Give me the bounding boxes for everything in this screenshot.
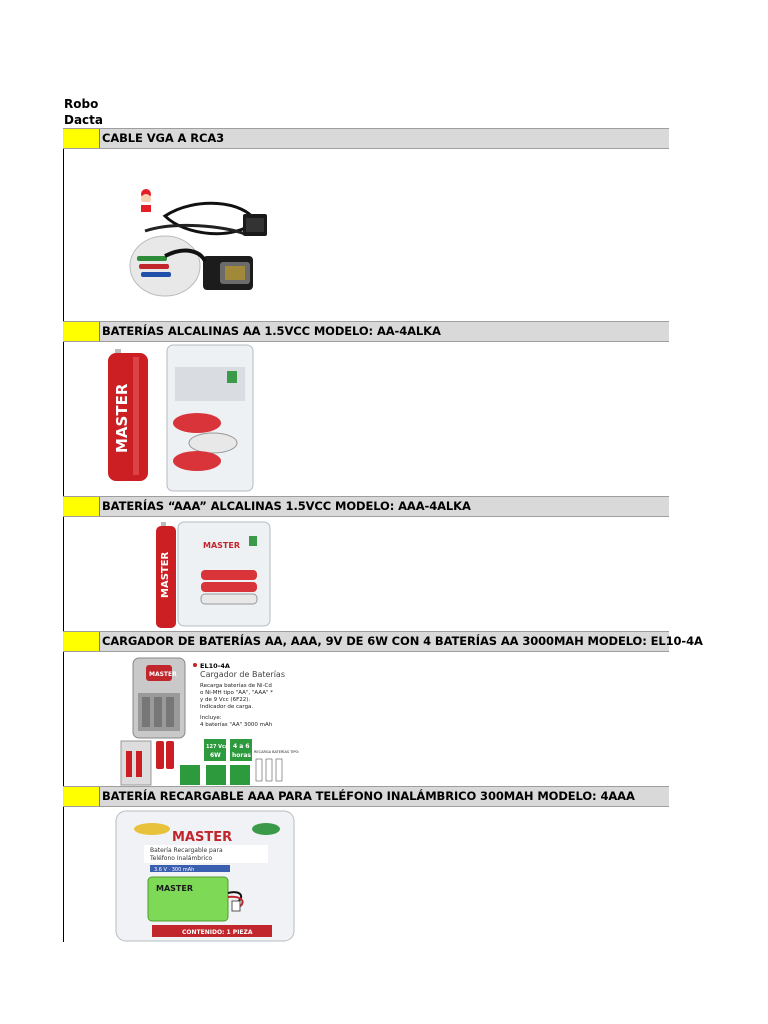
product-header-phone-battery xyxy=(63,786,669,807)
left-border xyxy=(63,128,64,942)
aaa-alkaline-image xyxy=(153,518,273,630)
santa-icon xyxy=(141,189,151,212)
product-title: BATERÍAS “AAA” ALCALINAS 1.5VCC MODELO: AAA-4ALKA xyxy=(102,499,471,513)
svg-text:Recarga baterías de Ni-Cd: Recarga baterías de Ni-Cd xyxy=(200,683,272,689)
svg-text:EL10-4A: EL10-4A xyxy=(200,662,230,670)
yellow-cell xyxy=(64,322,100,341)
svg-text:4 baterías "AA" 3000 mAh: 4 baterías "AA" 3000 mAh xyxy=(200,722,273,728)
product-header-aaa-alkaline xyxy=(63,496,669,517)
product-title: CARGADOR DE BATERÍAS AA, AAA, 9V DE 6W CON 4 BATERÍAS AA 3000MAH MODELO: EL10-4A xyxy=(102,634,703,648)
product-title: BATERÍA RECARGABLE AAA PARA TELÉFONO INALÁMBRICO 300MAH MODELO: 4AAA xyxy=(102,789,635,803)
blister-pack xyxy=(178,522,270,626)
phone-battery-image xyxy=(112,809,297,943)
svg-text:Teléfono Inalámbrico: Teléfono Inalámbrico xyxy=(150,855,213,862)
charger-device xyxy=(133,658,185,738)
product-title: CABLE VGA A RCA3 xyxy=(102,131,225,145)
svg-text:MASTER: MASTER xyxy=(203,541,240,550)
svg-text:horas: horas xyxy=(232,752,251,759)
svg-text:4 a 6: 4 a 6 xyxy=(233,743,250,750)
svg-text:o Ni-MH tipo "AA", "AAA" *: o Ni-MH tipo "AA", "AAA" * xyxy=(200,690,274,696)
svg-text:127 Vca: 127 Vca xyxy=(206,744,229,750)
svg-text:MASTER: MASTER xyxy=(172,830,233,845)
battery-icon xyxy=(156,522,176,628)
product-header-cable-vga xyxy=(63,128,669,149)
product-header-charger xyxy=(63,631,703,652)
svg-text:MASTER: MASTER xyxy=(113,383,131,453)
svg-text:y de 9 Vcc (6F22).: y de 9 Vcc (6F22). xyxy=(200,697,251,703)
product-title: BATERÍAS ALCALINAS AA 1.5VCC MODELO: AA-4ALKA xyxy=(102,324,441,338)
company-name xyxy=(64,96,103,128)
charger-image xyxy=(118,653,303,788)
svg-text:MASTER: MASTER xyxy=(160,551,171,598)
svg-text:Indicador de carga.: Indicador de carga. xyxy=(200,704,254,710)
yellow-cell xyxy=(64,129,100,148)
battery-icon xyxy=(108,349,148,481)
svg-text:6W: 6W xyxy=(210,752,221,759)
yellow-cell xyxy=(64,497,100,516)
svg-text:3.6 V · 300 mAh: 3.6 V · 300 mAh xyxy=(154,867,195,873)
svg-text:RECARGA BATERÍAS TIPO:: RECARGA BATERÍAS TIPO: xyxy=(254,750,300,754)
cable-vga-image xyxy=(125,186,275,302)
svg-text:Incluye:: Incluye: xyxy=(200,715,222,721)
product-header-aa-alkaline xyxy=(63,321,669,342)
yellow-cell xyxy=(64,632,100,651)
company-name-line2: Dacta xyxy=(64,113,104,127)
svg-text:Cargador de Baterías: Cargador de Baterías xyxy=(200,670,285,679)
svg-text:Batería Recargable para: Batería Recargable para xyxy=(150,847,223,854)
aa-alkaline-image xyxy=(105,343,255,493)
blister-pack xyxy=(167,345,253,491)
svg-text:MASTER: MASTER xyxy=(149,671,177,678)
svg-text:MASTER: MASTER xyxy=(156,884,193,893)
company-name-line1: Robo xyxy=(64,97,99,111)
svg-text:CONTENIDO: 1 PIEZA: CONTENIDO: 1 PIEZA xyxy=(182,929,253,936)
yellow-cell xyxy=(64,787,100,806)
